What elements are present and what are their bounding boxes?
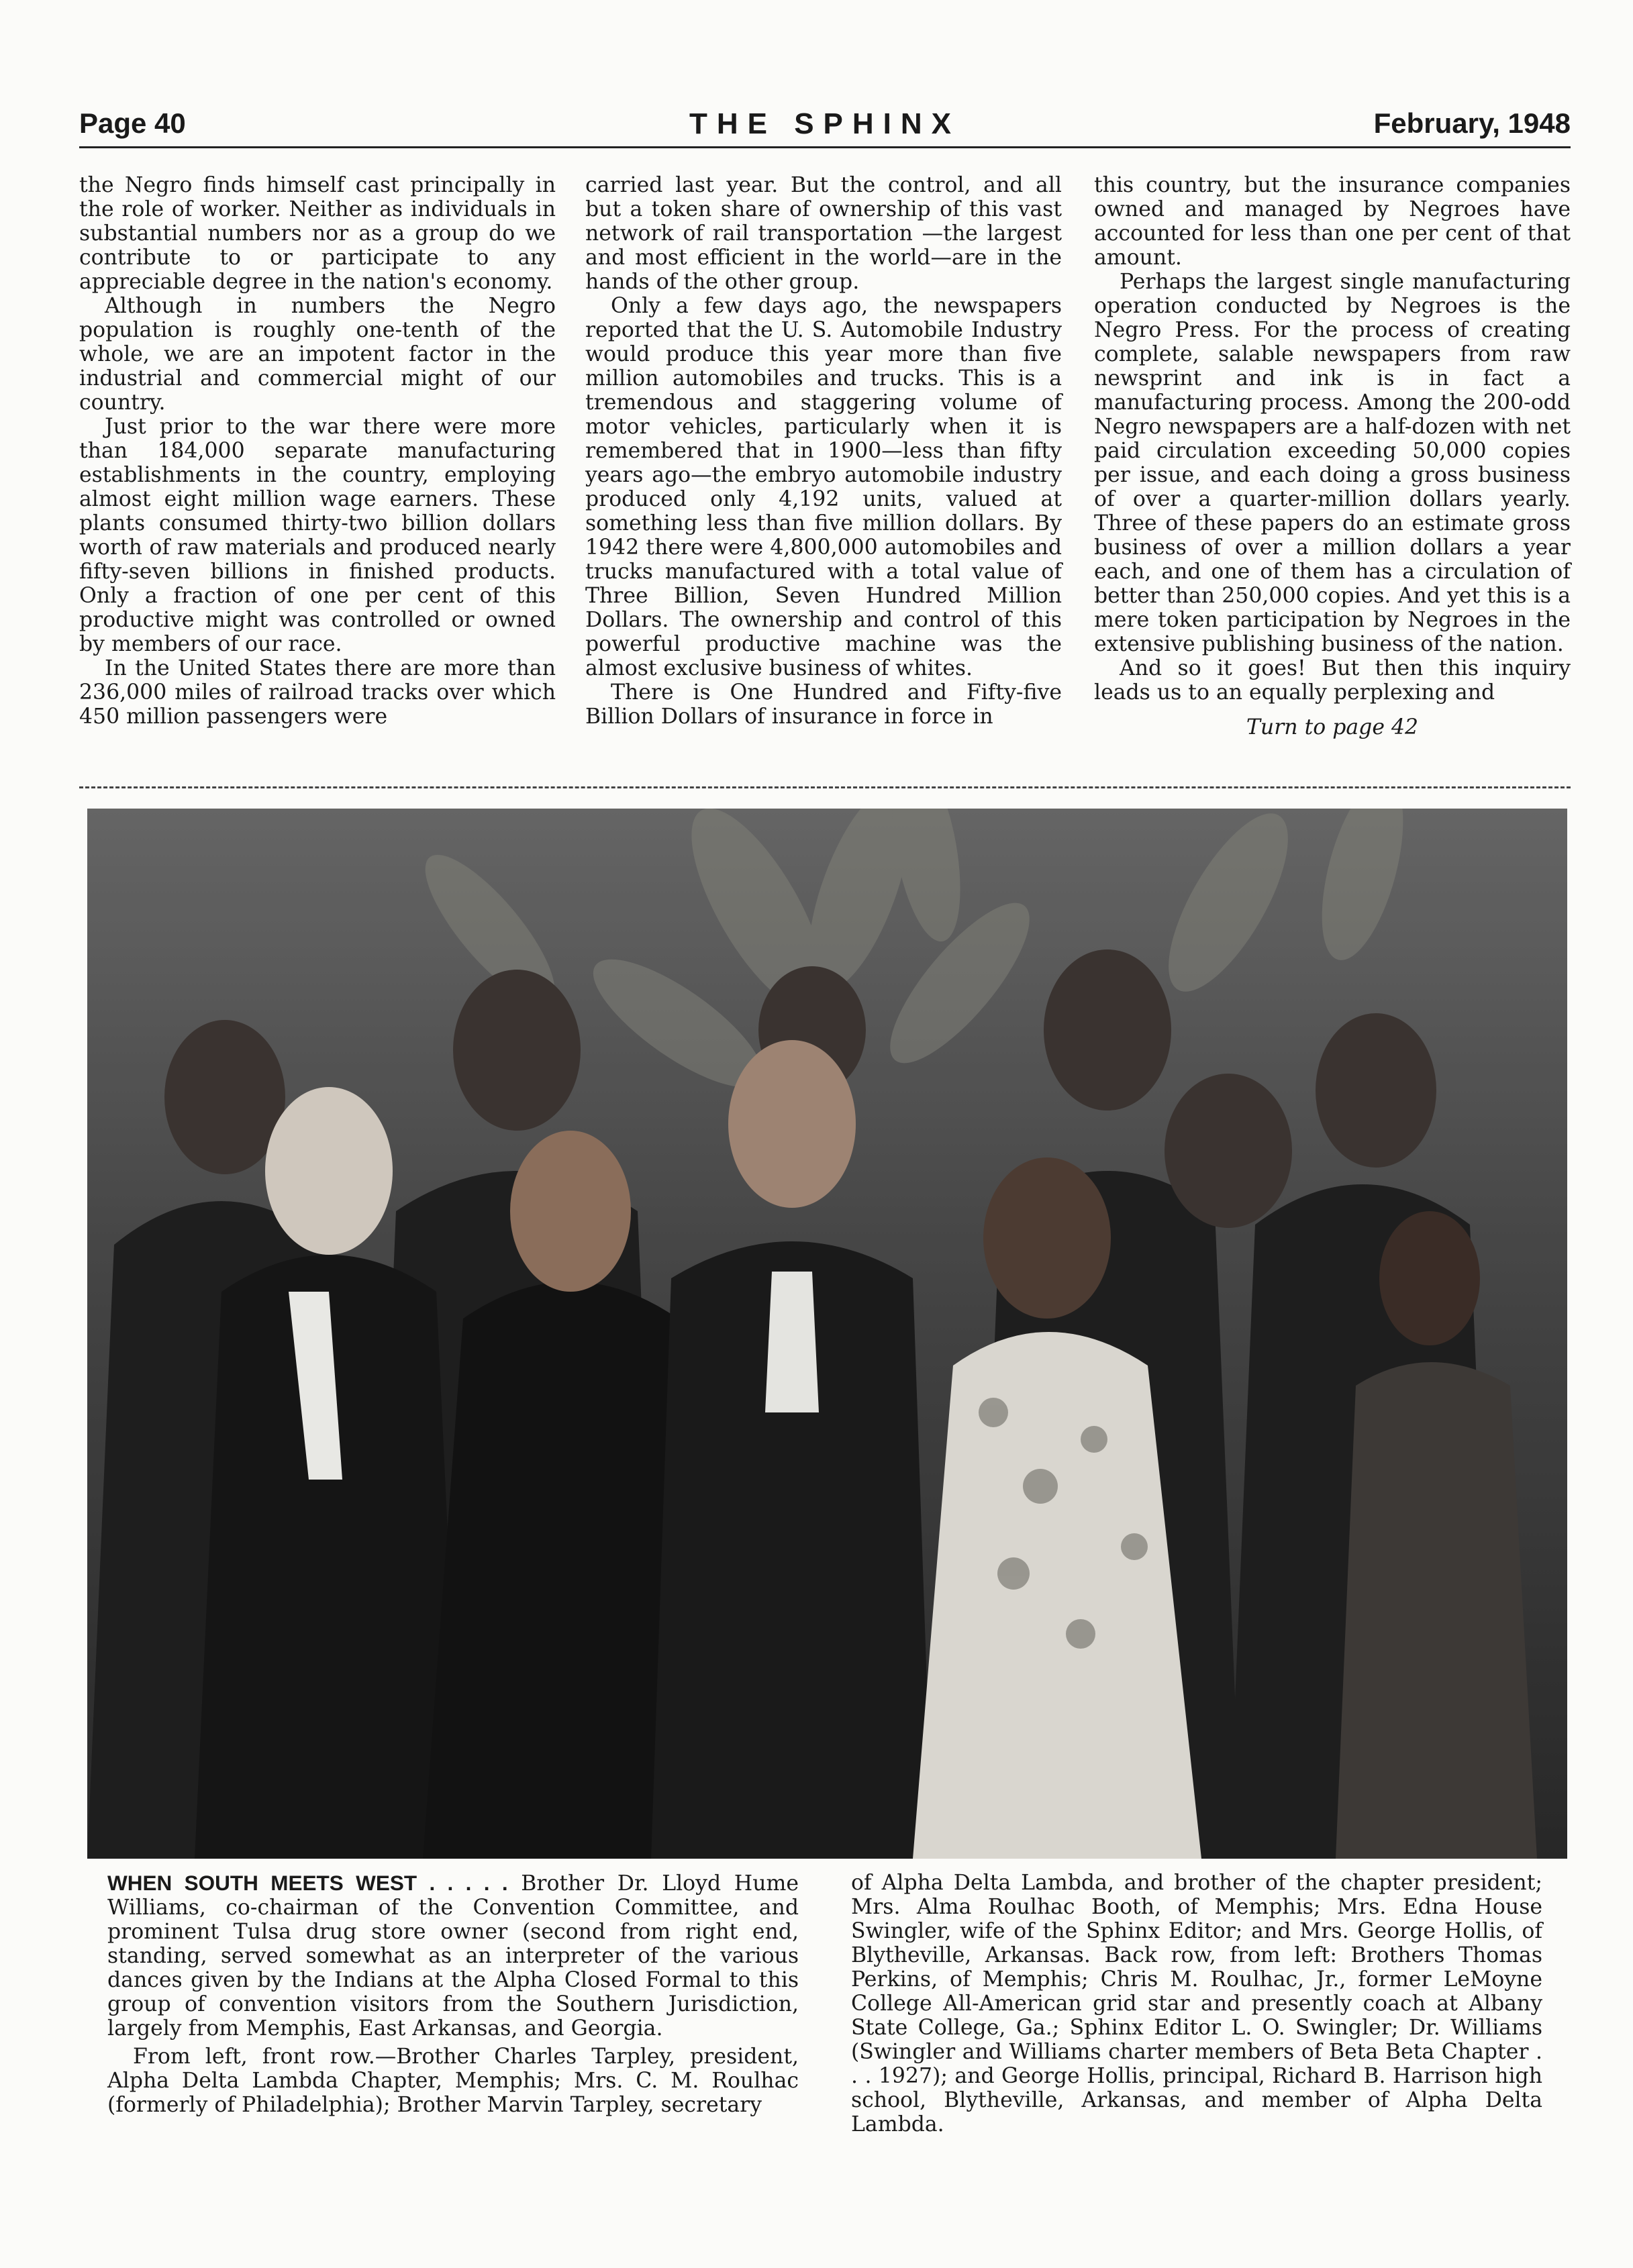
article-column-3 [1094,173,1571,739]
paragraph: this country, but the insurance companies owned and managed by Negroes have accounted for less than one per cent of that amount. [1094,173,1571,270]
paragraph: And so it goes! But then this inquiry leads us to an equally perplexing and [1094,656,1571,705]
caption-text: Brother Dr. Lloyd Hume Williams, co-chairman of the Convention Committee, and prominent Tulsa drug store owner (second from right end, standing, served somewhat as an interpreter of the various dances given by the Indians at the Alpha Closed Formal to this group of convention visitors from the Southern Jurisdiction, largely from Memphis, East Arkansas, and Georgia. [107,1871,799,2041]
section-divider [79,786,1571,788]
caption-headline: WHEN SOUTH MEETS WEST . . . . . [107,1871,508,1895]
paragraph: carried last year. But the control, and all but a token share of ownership of this vast network of rail transportation —the largest and most efficient in the world—are in the hands of the other group. [585,173,1062,294]
caption-paragraph: of Alpha Delta Lambda, and brother of the chapter president; Mrs. Alma Roulhac Booth, of Memphis; Mrs. Edna House Swingler, wife of the Sphinx Editor; and Mrs. George Hollis, of Blytheville, Arkansas. Back row, from left: Brothers Thomas Perkins, of Memphis; Chris M. Roulhac, Jr., former LeMoyne College All-American grid star and presently coach at Albany State College, Ga.; Sphinx Editor L. O. Swingler; Dr. Williams (Swingler and Williams charter members of Beta Beta Chapter . . . 1927); and George Hollis, principal, Richard B. Harrison high school, Blytheville, Arkansas, and member of Alpha Delta Lambda. [851,1871,1542,2136]
group-photograph [87,809,1567,1859]
article-column-1 [79,173,556,729]
paragraph: Only a few days ago, the newspapers reported that the U. S. Automobile Industry would produce this year more than five million automobiles and trucks. This is a tremendous and staggering volume of motor vehicles, particularly when it is remembered that in 1900—less than fifty years ago—the embryo automobile industry produced only 4,192 units, valued at something less than five million dollars. By 1942 there were 4,800,000 automobiles and trucks manufactured with a total value of Three Billion, Seven Hundred Million Dollars. The ownership and control of this powerful productive machine was the almost exclusive business of whites. [585,294,1062,680]
paragraph: Although in numbers the Negro population is roughly one-tenth of the whole, we are an impotent factor in the industrial and commercial might of our country. [79,294,556,415]
page-header [79,107,1571,148]
photo-illustration [87,809,1567,1859]
paragraph: There is One Hundred and Fifty-five Billion Dollars of insurance in force in [585,680,1062,729]
paragraph: In the United States there are more than 236,000 miles of railroad tracks over which 450 million passengers were [79,656,556,729]
caption-paragraph: From left, front row.—Brother Charles Tarpley, president, Alpha Delta Lambda Chapter, Memphis; Mrs. C. M. Roulhac (formerly of Philadelphia); Brother Marvin Tarpley, secretary [107,2045,799,2117]
paragraph: Just prior to the war there were more than 184,000 separate manufacturing establishments in the country, employing almost eight million wage earners. These plants consumed thirty-two billion dollars worth of raw materials and produced nearly fifty-seven billions in finished products. Only a fraction of one per cent of this productive might was controlled or owned by members of our race. [79,415,556,656]
photo-caption-column-2 [851,1871,1542,2136]
page-number: Page 40 [79,107,186,139]
header-rule [79,146,1571,148]
magazine-title: THE SPHINX [689,107,961,140]
issue-date: February, 1948 [1373,107,1571,139]
continuation-note: Turn to page 42 [1246,715,1419,739]
photo-caption-column-1 [107,1871,799,2117]
article-column-2 [585,173,1062,729]
caption-paragraph [107,1871,799,2041]
paragraph: Perhaps the largest single manufacturing operation conducted by Negroes is the Negro Press. For the process of creating complete, salable newspapers from raw newsprint and ink is in fact a manufacturing process. Among the 200-odd Negro newspapers are a half-dozen with net paid circulation exceeding 50,000 copies per issue, and each doing a gross business of over a quarter-million dollars yearly. Three of these papers do an estimate gross business of over a million dollars a year each, and one of them has a circulation of better than 250,000 copies. And yet this is a mere token participation by Negroes in the extensive publishing business of the nation. [1094,270,1571,656]
paragraph: the Negro finds himself cast principally in the role of worker. Neither as individuals in substantial numbers nor as a group do we contribute to or participate to any appreciable degree in the nation's economy. [79,173,556,294]
